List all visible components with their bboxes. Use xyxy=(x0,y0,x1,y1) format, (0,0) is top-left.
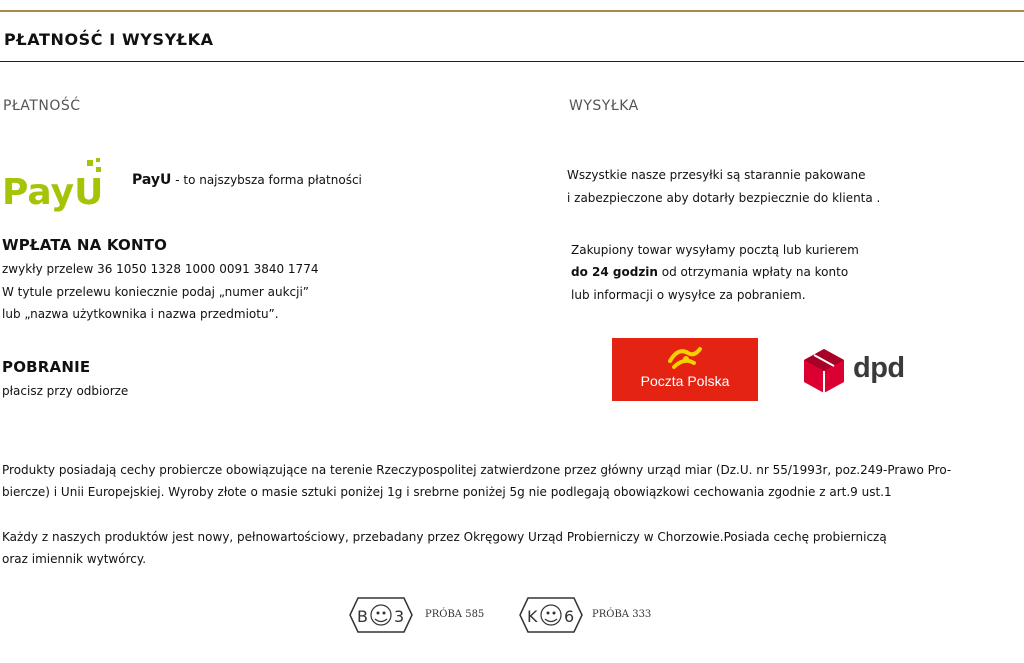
shipping-para1-line1: Wszystkie nasze przesyłki są starannie pakowane xyxy=(567,168,866,182)
top-accent-line xyxy=(0,10,1024,12)
info-para1-line2: biercze) i Unii Europejskiej. Wyroby złote o masie sztuki poniżej 1g i srebrne poniżej 5g nie podlegają obowiązkowi cechowania zgodnie z art.9 ust.1 xyxy=(2,485,892,499)
poczta-horn-icon xyxy=(664,343,706,373)
payu-description-text: - to najszybsza forma płatności xyxy=(171,173,362,187)
hallmark-333-right: 6 xyxy=(564,607,575,626)
hallmark-585-icon xyxy=(348,595,414,635)
shipping-para2-line1: Zakupiony towar wysyłamy pocztą lub kurierem xyxy=(571,243,859,257)
info-para2-line1: Każdy z naszych produktów jest nowy, pełnowartościowy, przebadany przez Okręgowy Urząd Probierniczy w Chorzowie.Posiada cechę probierniczą xyxy=(2,530,887,544)
shipping-deadline: do 24 godzin xyxy=(571,265,658,279)
hallmark-585-right: 3 xyxy=(394,607,405,626)
payu-description xyxy=(132,172,362,188)
hallmark-585-left: B xyxy=(357,607,368,626)
transfer-heading: WPŁATA NA KONTO xyxy=(2,236,168,254)
poczta-polska-label: Poczta Polska xyxy=(640,373,730,389)
section-divider xyxy=(0,61,1024,62)
dpd-label: dpd xyxy=(853,352,905,384)
section-title: PŁATNOŚĆ I WYSYŁKA xyxy=(4,30,214,49)
payu-logo-text: PayU xyxy=(2,172,104,213)
shipping-para1-line2: i zabezpieczone aby dotarły bezpiecznie do klienta . xyxy=(567,191,881,205)
cod-heading: POBRANIE xyxy=(2,358,91,376)
info-para2-line2: oraz imiennik wytwórcy. xyxy=(2,552,147,566)
shipping-para2-line3: lub informacji o wysyłce za pobraniem. xyxy=(571,288,806,302)
cod-text: płacisz przy odbiorze xyxy=(2,384,129,398)
payu-name: PayU xyxy=(132,172,172,188)
info-para1-line1: Produkty posiadają cechy probiercze obowiązujące na terenie Rzeczypospolitej zatwierdzone przez główny urząd miar (Dz.U. nr 55/1993r, poz.249-Prawo Pro- xyxy=(2,463,952,477)
dpd-logo xyxy=(800,343,920,399)
transfer-note-1: W tytule przelewu koniecznie podaj „numer aukcji” xyxy=(2,285,310,299)
payment-heading: PŁATNOŚĆ xyxy=(3,98,81,114)
hallmark-333-label: PRÓBA 333 xyxy=(592,609,652,620)
transfer-note-2: lub „nazwa użytkownika i nazwa przedmiotu”. xyxy=(2,307,279,321)
shipping-para2-line2 xyxy=(571,261,848,283)
hallmark-333-left: K xyxy=(527,607,538,626)
hallmark-585-label: PRÓBA 585 xyxy=(425,609,485,620)
hallmark-333-icon xyxy=(518,595,584,635)
payu-logo xyxy=(2,158,108,214)
dpd-cube-icon xyxy=(802,347,846,395)
shipping-heading: WYSYŁKA xyxy=(569,98,639,114)
transfer-account: zwykły przelew 36 1050 1328 1000 0091 3840 1774 xyxy=(2,262,319,276)
poczta-polska-logo xyxy=(612,338,758,401)
shipping-para2-line2-rest: od otrzymania wpłaty na konto xyxy=(657,265,849,279)
